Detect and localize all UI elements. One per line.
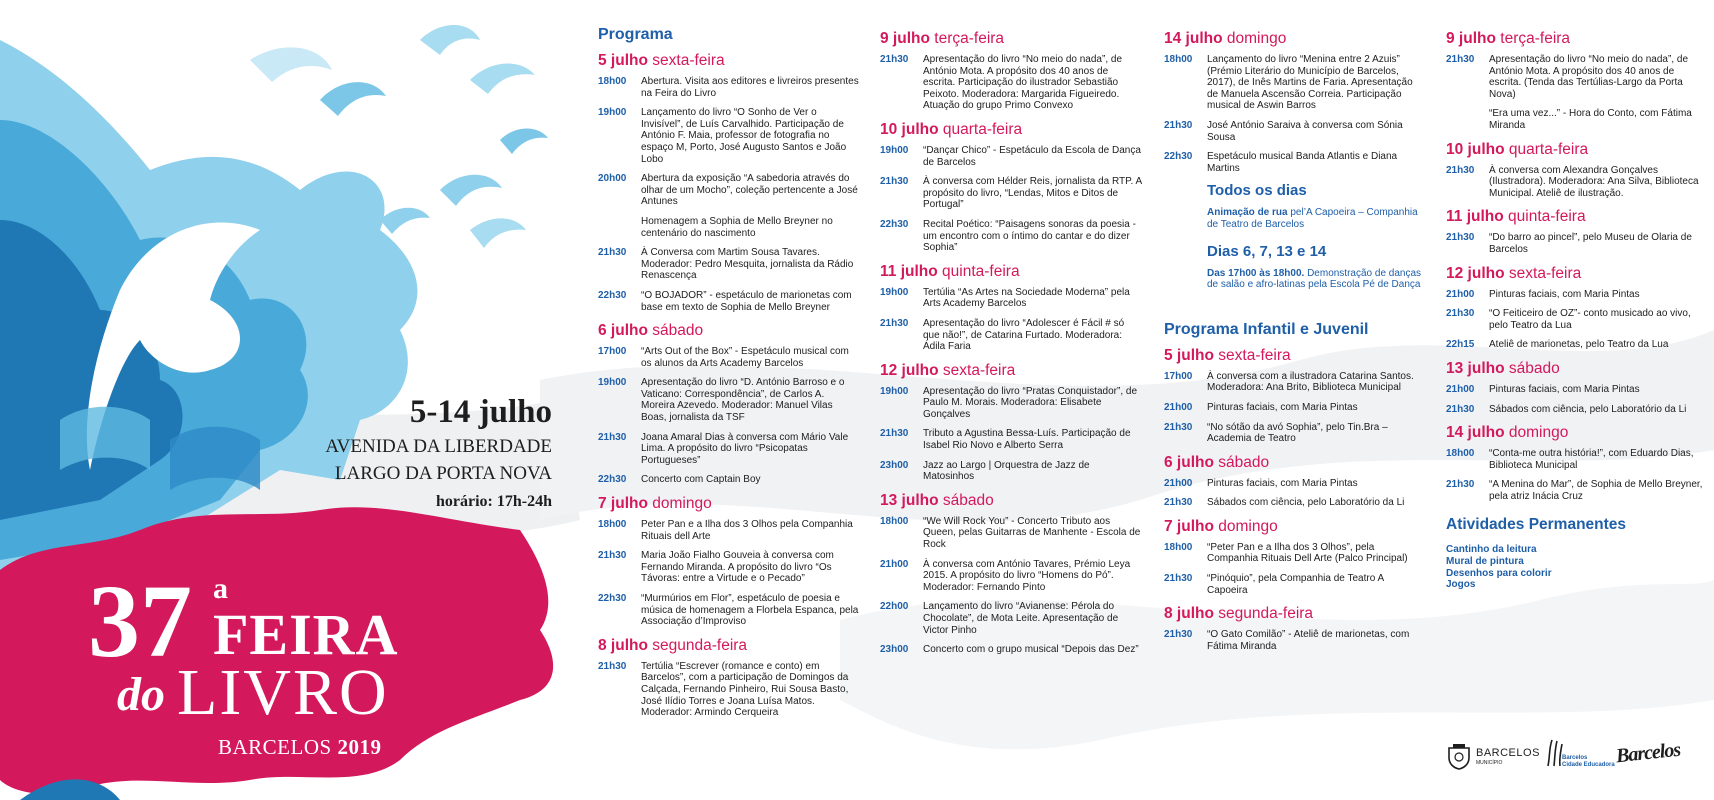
day-heading: [1446, 264, 1708, 283]
day-weekday: sábado: [1508, 359, 1560, 377]
day-weekday: domingo: [1218, 517, 1278, 535]
event-time: 18h00: [880, 515, 909, 527]
day-heading: [1164, 453, 1426, 472]
todos-os-dias-text: [1207, 207, 1426, 230]
event-description: Espetáculo musical Banda Atlantis e Diana Martins: [1207, 151, 1398, 174]
event-time: 17h00: [598, 346, 627, 358]
event-description: Concerto com o grupo musical “Depois das Dez”: [923, 644, 1139, 656]
event-row: [880, 219, 1142, 254]
title-ordinal: a: [213, 572, 228, 605]
day-heading: [1164, 29, 1426, 48]
event-time: 21h30: [598, 550, 627, 562]
day-weekday: sexta-feira: [942, 361, 1016, 379]
event-time: 21h30: [880, 317, 909, 329]
event-description: Jazz ao Largo | Orquestra de Jazz de Matosinhos: [923, 459, 1090, 483]
event-time: 21h00: [1446, 383, 1475, 395]
event-time: 21h30: [880, 176, 909, 188]
day-heading: [1164, 346, 1426, 365]
day-date: 5 julho: [598, 52, 648, 69]
event-time: 23h00: [880, 644, 909, 656]
dias-especiais-bold: Das 17h00 às 18h00.: [1207, 267, 1305, 279]
event-row: [1446, 108, 1708, 131]
event-row: [1446, 448, 1708, 471]
event-description: Ateliê de marionetas, pelo Teatro da Lua: [1489, 339, 1669, 351]
dias-especiais-text: [1207, 268, 1426, 291]
event-row: [880, 559, 1142, 594]
event-row: [880, 54, 1142, 112]
program-column-4: [1446, 24, 1708, 591]
day-heading: [880, 29, 1142, 48]
event-time: 21h30: [880, 428, 909, 440]
day-date: 11 julho: [1446, 208, 1504, 226]
event-time: 21h30: [1446, 479, 1475, 491]
day-weekday: domingo: [1226, 30, 1287, 47]
event-row: [598, 290, 860, 313]
event-description: À Conversa com Martim Sousa Tavares. Moderador: Pedro Mesquita, jornalista da Rádio Renascença: [641, 247, 854, 282]
programa-heading: Programa: [598, 26, 673, 43]
logo-municipio-sub: MUNICÍPIO: [1476, 760, 1503, 766]
day-date: 6 julho: [598, 322, 648, 340]
event-row: [880, 145, 1142, 168]
event-time: 21h30: [1164, 573, 1193, 585]
event-time: 21h00: [1164, 401, 1193, 413]
event-row: [1164, 478, 1426, 490]
event-time: 21h30: [1446, 403, 1475, 415]
logo-educadora-line2: Cidade Educadora: [1562, 762, 1615, 768]
event-description: Pinturas faciais, com Maria Pintas: [1207, 477, 1358, 489]
day-heading: [880, 491, 1142, 510]
day-weekday: segunda-feira: [1218, 605, 1314, 623]
event-description: Maria João Fialho Gouveia à conversa com Fernando Miranda. A propósito do livro “Os Távoras: entre a Virtude e o Pecado”: [641, 550, 834, 585]
day-date: 9 julho: [1446, 30, 1496, 47]
event-description: Sábados com ciência, pelo Laboratório da Li: [1489, 403, 1687, 415]
day-heading: [1446, 207, 1708, 226]
event-time: 21h00: [1446, 288, 1475, 300]
event-time: 21h30: [1446, 232, 1475, 244]
todos-os-dias-bold: Animação de rua: [1207, 207, 1288, 219]
event-description: Tertúlia “Escrever (romance e conto) em Barcelos”, com a participação de Domingos da Calçada, Fernando Pinheiro, Rui Sousa Basto, José Ilídio Torres e Joana Luísa Matos. Moderador: Armindo Cerqueira: [641, 660, 849, 719]
dias-especiais-heading: Dias 6, 7, 13 e 14: [1207, 242, 1327, 260]
event-time: 21h30: [598, 247, 627, 259]
event-row: [880, 287, 1142, 310]
day-weekday: sábado: [1218, 453, 1270, 471]
event-description: Tertúlia “As Artes na Sociedade Moderna” pela Arts Academy Barcelos: [923, 286, 1130, 310]
event-time: 21h30: [1164, 421, 1193, 433]
title-feira: FEIRA: [213, 602, 399, 667]
event-description: Lançamento do livro “Avianense: Pérola do Chocolate”, de Mota Leite. Apresentação de Victor Pinho: [923, 601, 1119, 636]
event-description: Pinturas faciais, com Maria Pintas: [1489, 288, 1640, 300]
day-heading: [598, 636, 860, 655]
day-heading: [1164, 517, 1426, 536]
day-weekday: terça-feira: [934, 30, 1005, 47]
event-description: Tributo a Agustina Bessa-Luís. Participação de Isabel Rio Novo e Alberto Serra: [923, 428, 1131, 452]
event-time: 19h00: [598, 107, 627, 119]
permanente-item: Jogos: [1446, 579, 1476, 591]
event-description: À conversa com a ilustradora Catarina Santos. Moderadora: Ana Brito, Biblioteca Municipal: [1207, 370, 1414, 394]
event-description: Pinturas faciais, com Maria Pintas: [1489, 383, 1640, 395]
event-time: 18h00: [598, 76, 627, 87]
day-weekday: terça-feira: [1500, 30, 1571, 47]
event-row: [1164, 629, 1426, 652]
title-city: BARCELOS: [218, 735, 332, 759]
event-time: 22h15: [1446, 339, 1475, 351]
event-row: [1446, 232, 1708, 255]
permanentes-heading: Atividades Permanentes: [1446, 516, 1627, 534]
day-weekday: segunda-feira: [652, 636, 748, 654]
event-time: 21h30: [1164, 119, 1193, 131]
event-row: [1446, 308, 1708, 331]
permanente-item: Desenhos para colorir: [1446, 567, 1552, 579]
day-weekday: sexta-feira: [1218, 346, 1291, 364]
event-row: [598, 474, 860, 486]
event-description: Apresentação do livro “No meio do nada”, de António Mota. A propósito dos 40 anos de escrita. (Tenda das Tertúlias-Largo da Porta Nova): [1489, 54, 1689, 100]
permanente-item: Cantinho da leitura: [1446, 544, 1537, 556]
day-weekday: quinta-feira: [942, 262, 1020, 280]
day-heading: [598, 494, 860, 513]
day-date: 6 julho: [1164, 453, 1214, 471]
event-description: Lançamento do livro “O Sonho de Ver o Invisível”, de Luís Carvalhido. Participação de António F. Maia, professor de fotografia no espaço M, Porto, José Augusto Santos e João Lobo: [641, 107, 847, 165]
title-city-year: [218, 735, 381, 760]
event-row: [880, 386, 1142, 421]
infantil-heading: Programa Infantil e Juvenil: [1164, 320, 1369, 338]
event-row: [598, 432, 860, 467]
day-weekday: quinta-feira: [1508, 208, 1586, 226]
event-time: 21h30: [1446, 308, 1475, 320]
event-description: “No sótão da avó Sophia”, pelo Tin.Bra – Academia de Teatro: [1207, 421, 1388, 445]
event-row: [1164, 497, 1426, 509]
event-description: Concerto com Captain Boy: [641, 474, 761, 486]
event-row: [598, 76, 860, 99]
event-row: [1164, 422, 1426, 445]
event-description: Lançamento do livro “Menina entre 2 Azuis” (Prémio Literário do Município de Barcelos, 2017), de Inês Martins de Faria. Apresentação de Manuela Ascensão Correia. Participação musical de Aswin Barros: [1207, 54, 1413, 112]
event-description: Abertura da exposição “A sabedoria através do olhar de um Mocho”, coleção pertencente a José Antunes: [641, 173, 858, 208]
day-date: 13 julho: [1446, 359, 1505, 377]
event-time: 19h00: [880, 385, 909, 397]
event-row: [598, 377, 860, 423]
event-row: [598, 550, 860, 585]
permanentes-list: [1446, 544, 1708, 590]
event-row: [880, 516, 1142, 551]
day-weekday: sexta-feira: [652, 52, 725, 69]
event-place-line2: LARGO DA PORTA NOVA: [334, 463, 552, 484]
event-description: Apresentação do livro “Adolescer é Fácil # só que não!”, de Catarina Furtado. Moderadora: Ádila Faria: [923, 317, 1125, 353]
event-row: [1164, 402, 1426, 414]
event-time: 19h00: [880, 286, 909, 298]
event-time: 21h30: [1164, 497, 1193, 509]
event-time: 19h00: [598, 377, 627, 389]
event-description: “Dançar Chico” - Espetáculo da Escola de Dança de Barcelos: [923, 144, 1141, 168]
day-date: 12 julho: [880, 361, 939, 379]
event-row: [598, 593, 860, 628]
event-time: 22h30: [598, 474, 627, 486]
todos-os-dias-heading: Todos os dias: [1207, 182, 1307, 200]
day-date: 12 julho: [1446, 264, 1505, 282]
infantil-days-col4: [1446, 29, 1708, 502]
day-heading: [1446, 359, 1708, 378]
day-date: 8 julho: [1164, 605, 1214, 623]
logo-barcelos-mark: Barcelos: [1614, 738, 1682, 768]
programa-days-col2: [880, 29, 1142, 656]
title-do: do: [117, 668, 165, 721]
event-description: “Peter Pan e a Ilha dos 3 Olhos”, pela Companhia Rituais Dell Arte (Palco Principal): [1207, 541, 1408, 565]
event-time: 18h00: [1164, 541, 1193, 553]
event-row: [598, 519, 860, 542]
dias-especiais: [1207, 243, 1426, 291]
municipio-crest-icon: [1446, 742, 1472, 770]
event-description: “Arts Out of the Box” - Espetáculo musical com os alunos da Arts Academy Barcelos: [641, 346, 849, 369]
event-description: Apresentação do livro “Pratas Conquistador”, de Paulo M. Morais. Moderadora: Elisabete Gonçalves: [923, 385, 1138, 420]
permanente-item: Mural de pintura: [1446, 556, 1524, 568]
event-row: [880, 318, 1142, 353]
event-time: 18h00: [1446, 448, 1475, 460]
day-heading: [1164, 604, 1426, 623]
event-row: [1446, 479, 1708, 502]
event-description: “Murmúrios em Flor”, espetáculo de poesia e música de homenagem a Florbela Espanca, pela Associação d’Improviso: [641, 593, 859, 628]
event-time: 22h30: [598, 593, 627, 604]
event-description: “O BOJADOR” - espetáculo de marionetas com base em texto de Sophia de Mello Breyner: [641, 289, 852, 313]
event-row: [1164, 151, 1426, 174]
title-livro: LIVRO: [177, 656, 389, 729]
day-date: 13 julho: [880, 491, 939, 509]
event-place-line1: AVENIDA DA LIBERDADE: [325, 436, 552, 457]
programa-days-col1: [598, 51, 860, 719]
event-time: 23h00: [880, 459, 909, 471]
day-date: 7 julho: [1164, 517, 1214, 535]
poster-title: [0, 560, 520, 760]
day-heading: [598, 321, 860, 340]
event-description: “Pinóquio”, pela Companhia de Teatro A Capoeira: [1207, 573, 1384, 596]
event-time: 20h00: [598, 173, 627, 185]
event-row: [1164, 54, 1426, 112]
event-row: [1164, 371, 1426, 394]
event-description: À conversa com António Tavares, Prémio Leya 2015. A propósito do livro “Homens do Pó”. Moderador: Fernando Pinto: [923, 558, 1131, 593]
event-row: [1446, 54, 1708, 100]
event-description: “Era uma vez...” - Hora do Conto, com Fátima Miranda: [1489, 108, 1692, 131]
event-row: [598, 216, 860, 239]
day-heading: [880, 262, 1142, 281]
day-weekday: quarta-feira: [1508, 140, 1589, 158]
event-info: [325, 393, 552, 511]
event-row: [880, 176, 1142, 211]
event-row: [880, 601, 1142, 636]
event-time: 21h30: [1446, 54, 1475, 65]
event-row: [1446, 339, 1708, 351]
event-row: [1164, 573, 1426, 596]
event-row: [1446, 165, 1708, 200]
day-heading: [1446, 423, 1708, 442]
event-description: “O Feiticeiro de OZ”- conto musicado ao vivo, pelo Teatro da Lua: [1489, 308, 1691, 331]
day-date: 5 julho: [1164, 346, 1214, 364]
event-description: À conversa com Alexandra Gonçalves (Ilustradora). Moderadora: Ana Silva, Biblioteca Municipal. Ateliê de ilustração.: [1489, 164, 1699, 199]
event-description: José António Saraiva à conversa com Sónia Sousa: [1207, 119, 1403, 143]
event-description: Homenagem a Sophia de Mello Breyner no centenário do nascimento: [641, 215, 833, 239]
programa-days-col3: [1164, 29, 1426, 174]
event-description: “Do barro ao pincel”, pelo Museu de Olaria de Barcelos: [1489, 232, 1692, 255]
event-time: 21h30: [598, 660, 627, 672]
event-row: [598, 661, 860, 719]
event-row: [1446, 289, 1708, 301]
event-row: [880, 460, 1142, 483]
event-dates: 5-14 julho: [409, 394, 552, 430]
event-time: 22h00: [880, 601, 909, 613]
day-heading: [880, 361, 1142, 380]
day-date: 14 julho: [1164, 30, 1223, 47]
event-time: 22h30: [880, 218, 909, 230]
dias-especiais-rest: Demonstração de danças de salão e afro-latinas pela Escola Pé de Dança: [1207, 267, 1422, 291]
event-time: 21h30: [880, 54, 909, 65]
event-row: [598, 107, 860, 165]
event-hours: horário: 17h-24h: [436, 493, 552, 510]
event-row: [1446, 404, 1708, 416]
event-row: [1164, 542, 1426, 565]
day-weekday: sábado: [652, 322, 704, 340]
event-description: Abertura. Visita aos editores e livreiros presentes na Feira do Livro: [641, 76, 859, 99]
event-description: Pinturas faciais, com Maria Pintas: [1207, 401, 1358, 413]
event-description: Joana Amaral Dias à conversa com Mário Vale Lima. A propósito do livro “Psicopatas Portugueses”: [641, 431, 849, 466]
day-weekday: sábado: [942, 491, 994, 509]
todos-os-dias: [1207, 182, 1426, 230]
event-time: 21h00: [1164, 477, 1193, 489]
event-description: Recital Poético: “Paisagens sonoras da poesia - um encontro com o íntimo do cantar e do dizer Sophia”: [923, 218, 1136, 254]
day-weekday: sexta-feira: [1508, 264, 1582, 282]
event-description: “Conta-me outra história!”, com Eduardo Dias, Biblioteca Municipal: [1489, 448, 1694, 471]
day-date: 10 julho: [1446, 140, 1505, 158]
logo-educadora-line1: Barcelos: [1562, 755, 1588, 761]
day-heading: [1446, 29, 1708, 48]
day-date: 7 julho: [598, 495, 648, 513]
day-date: 14 julho: [1446, 424, 1505, 442]
event-row: [598, 346, 860, 369]
event-row: [880, 644, 1142, 656]
event-description: “We Will Rock You” - Concerto Tributo aos Queen, pelas Guitarras de Manhente - Escola de Rock: [923, 515, 1141, 551]
event-time: 22h30: [1164, 151, 1193, 163]
infantil-days-col3: [1164, 346, 1426, 653]
event-description: Peter Pan e a Ilha dos 3 Olhos pela Companhia Rituais dell Arte: [641, 519, 853, 542]
event-row: [1446, 384, 1708, 396]
event-row: [1164, 120, 1426, 143]
logo-municipio: BARCELOS: [1476, 747, 1540, 759]
day-date: 8 julho: [598, 636, 648, 654]
program-column-1: [598, 24, 860, 727]
day-weekday: domingo: [652, 495, 712, 513]
day-heading: [598, 51, 860, 70]
day-date: 10 julho: [880, 120, 939, 138]
day-heading: [1446, 140, 1708, 159]
event-time: 17h00: [1164, 370, 1193, 382]
event-time: 22h30: [598, 289, 627, 301]
day-heading: [880, 120, 1142, 139]
day-date: 11 julho: [880, 262, 938, 280]
event-description: Sábados com ciência, pelo Laboratório da Li: [1207, 497, 1405, 509]
event-row: [598, 173, 860, 208]
event-time: 21h30: [1164, 629, 1193, 641]
event-time: 21h30: [598, 431, 627, 443]
event-time: 18h00: [1164, 54, 1193, 65]
event-description: “O Gato Comilão” - Ateliê de marionetas, com Fátima Miranda: [1207, 629, 1410, 652]
event-description: Apresentação do livro “No meio do nada”, de António Mota. A propósito dos 40 anos de escrita. Participação do ilustrador Sebastião Peixoto. Moderadora: Margarida Figueiredo. Atuação do grupo Primo Convexo: [923, 54, 1123, 112]
program-column-2: [880, 24, 1142, 664]
event-description: “A Menina do Mar”, de Sophia de Mello Breyner, pela atriz Inácia Cruz: [1489, 479, 1703, 502]
event-time: 18h00: [598, 519, 627, 531]
event-time: 19h00: [880, 144, 909, 156]
title-year: 2019: [337, 735, 382, 759]
todos-os-dias-rest: pel’A Capoeira – Companhia de Teatro de Barcelos: [1207, 207, 1418, 230]
event-time: 21h30: [1446, 164, 1475, 176]
sponsor-logos: [1446, 738, 1706, 778]
day-weekday: quarta-feira: [942, 120, 1023, 138]
program-column-3: [1164, 24, 1426, 660]
day-weekday: domingo: [1508, 424, 1569, 442]
event-row: [880, 428, 1142, 451]
event-time: 21h00: [880, 558, 909, 570]
day-date: 9 julho: [880, 30, 930, 47]
title-edition-number: 37: [88, 564, 192, 679]
event-row: [598, 247, 860, 282]
event-description: À conversa com Hélder Reis, jornalista da RTP. A propósito do livro, “Lendas, Mitos e Ditos de Portugal”: [923, 176, 1142, 211]
event-description: Apresentação do livro “D. António Barroso e o Vaticano: Correspondência”, de Carlos A. Moreira Azevedo. Moderador: Manuel Vilas Boas, jornalista da TSF: [641, 377, 845, 424]
